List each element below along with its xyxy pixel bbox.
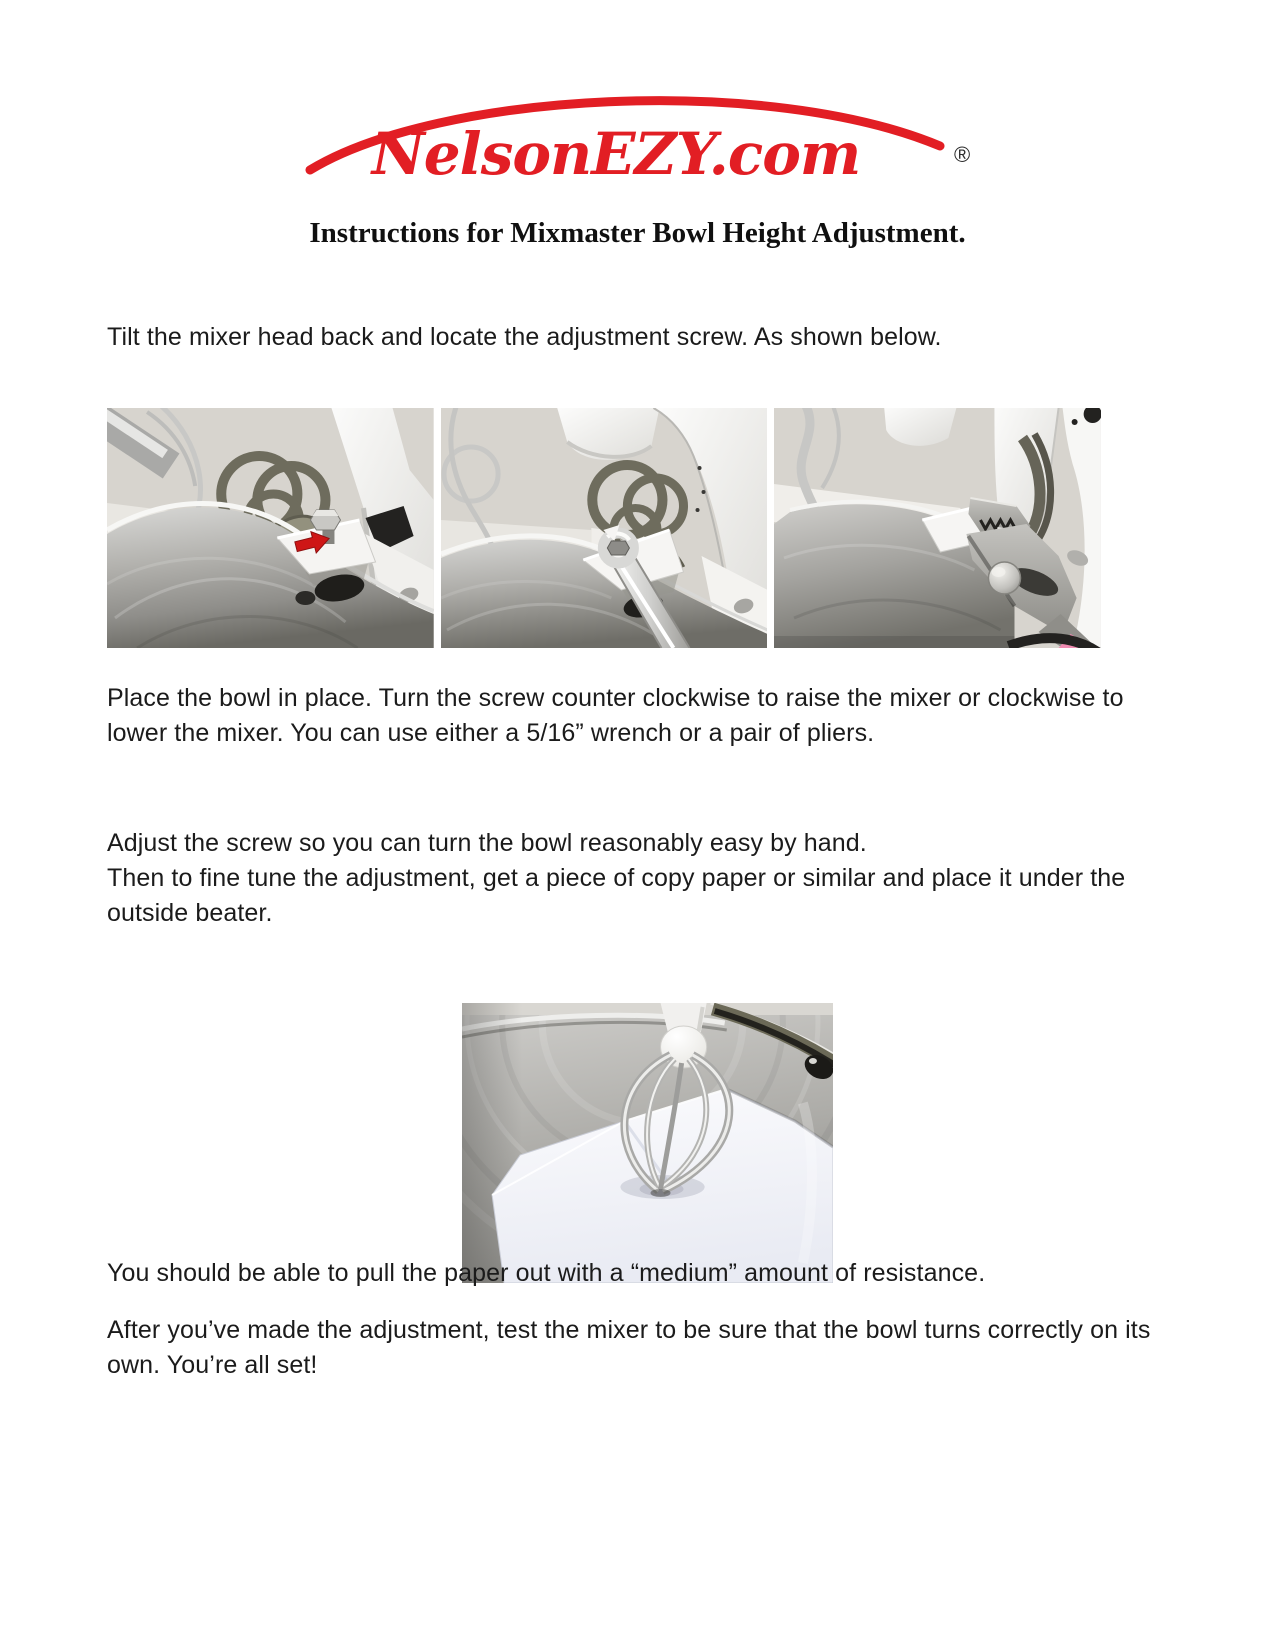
logo-text: NelsonEZY.com — [371, 120, 860, 188]
registered-mark: ® — [953, 142, 970, 167]
pliers-on-screw-photo — [774, 408, 1101, 648]
paper-under-beater-photo — [462, 1003, 833, 1283]
screw-location-photo — [107, 408, 434, 648]
paragraph-final-check: After you’ve made the adjustment, test the mixer to be sure that the bowl turns correctly on its own. You’re all set! — [107, 1316, 1151, 1379]
paragraph-adjust-line: Adjust the screw so you can turn the bowl reasonably easy by hand. — [107, 829, 867, 857]
paragraph-intro: Tilt the mixer head back and locate the adjustment screw. As shown below. — [107, 323, 942, 351]
document-title: Instructions for Mixmaster Bowl Height Adjustment. — [309, 217, 966, 249]
nelsonezy-logo — [288, 84, 988, 196]
adjustment-screw — [607, 541, 629, 555]
photo-strip — [107, 408, 1101, 648]
paragraph-resistance: You should be able to pull the paper out with a “medium” amount of resistance. — [107, 1259, 986, 1287]
paragraph-adjust — [107, 826, 1187, 931]
wrench-on-screw-photo — [441, 408, 768, 648]
paragraph-turn-screw: Place the bowl in place. Turn the screw counter clockwise to raise the mixer or clockwise to lower the mixer. You can use either a 5/16” wrench or a pair of pliers. — [107, 684, 1124, 747]
paragraph-fine-tune: Then to fine tune the adjustment, get a piece of copy paper or similar and place it under the outside beater. — [107, 864, 1126, 927]
logo — [0, 84, 1275, 201]
pliers-rivet — [989, 562, 1021, 594]
